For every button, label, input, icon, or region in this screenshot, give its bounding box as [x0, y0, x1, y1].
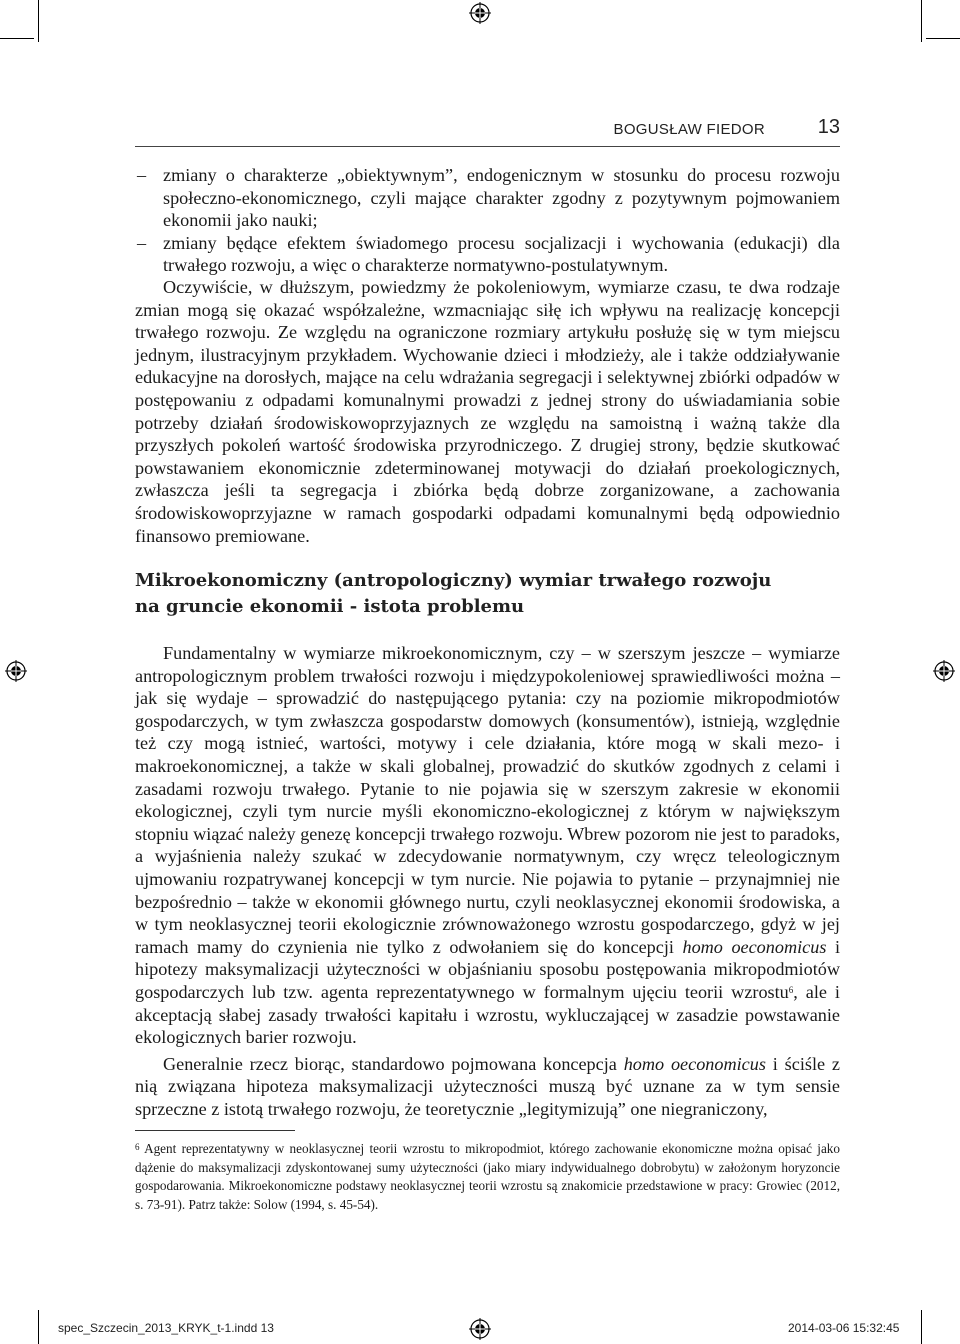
page-number: 13	[817, 116, 840, 138]
paragraph-text: Fundamentalny w wymiarze mikroekonomicznym, czy – w szerszym jeszcze – wymiarze antropologicznym problem trwałości rozwoju i międzypokoleniowej sprawiedliwości można – jak się wydaje – sprowadzić do następującego pytania: czy na poziomie mikropodmiotów gospodarczych, w tym zwłaszcza gospodarstw domowych (konsumentów), istnieją, względnie też czy mogą istnieć, wartości, motywy i cele działania, które mogą w skali mezo- i makroekonomicznej, a także w skali globalnej, prowadzić do skutków zgodnych z celami i zasadami rozwoju trwałego. Pytanie to nie pojawia się w szerszym zakresie w ekonomii ekologicznej, czyli tym nurcie myśli ekonomiczno-ekologicznej z którym w największym stopniu wiązać należy genezę koncepcji trwałego rozwoju. Wbrew pozorom nie jest to paradoks, a wyjaśnienia należy szukać w zdecydowanie normatywnym, czy wręcz teleologicznym ujmowaniu rozpatrywanej koncepcji w tym nurcie. Nie pojawia to pytanie – przynajmniej nie bezpośrednio – także w ekonomii głównego nurtu, czyli neoklasycznej ekonomii środowiska, a w tym neoklasycznej teorii ekologicznie zrównoważonego wzrostu gospodarczego, gdyż w jej ramach mamy do czynienia nie tylko z odwołaniem się do koncepcji	[135, 643, 840, 957]
dash-marker: –	[137, 165, 147, 185]
section-body	[135, 642, 840, 1120]
footnote	[135, 1140, 840, 1214]
list-item-text: zmiany o charakterze „obiektywnym”, endogenicznym w stosunku do procesu rozwoju społeczno-ekonomicznego, czyli mające charakter zgodny z pozytywnym pojmowaniem ekonomii jako nauki;	[163, 165, 840, 231]
footnote-reference[interactable]: 6	[788, 984, 794, 995]
print-slug-filename: spec_Szczecin_2013_KRYK_t-1.indd 13	[58, 1321, 274, 1335]
registration-mark-icon	[469, 1318, 491, 1340]
registration-mark-icon	[5, 660, 27, 682]
bullet-list	[135, 164, 840, 277]
crop-mark-bottom-right-v	[921, 1310, 922, 1344]
running-header	[135, 118, 840, 147]
italic-term: homo oeconomicus	[682, 936, 827, 957]
footnote-text: Agent reprezentatywny w neoklasycznej teorii wzrostu to mikropodmiot, którego zachowanie ekonomiczne można opisać jako dążenie do maksymalizacji zdyskontowanej sumy użyteczności (jako miary indywidualnego dobrobytu) w założonym horyzoncie gospodarowania. Mikroekonomiczne podstawy neoklasycznej teorii wzrostu są znakomicie przedstawione w pracy: Growiec (2012, s. 73-91). Patrz także: Solow (1994, s. 45-54).	[135, 1141, 840, 1212]
paragraph-text: Oczywiście, w dłuższym, powiedzmy że pokoleniowym, wymiarze czasu, te dwa rodzaje zmian mogą się okazać współzależne, wzmacniając siłę ich wpływu na realizację koncepcji trwałego rozwoju. Ze względu na ograniczone rozmiary artykułu posłużę się w tym miejscu jednym, ilustracyjnym przykładem. Wychowanie dzieci i młodzieży, ale i także oddziaływanie edukacyjne na dorosłych, mające na celu wdrażania segregacji i selektywnej zbiórki odpadów w postępowaniu z odpadami komunalnymi prowadzi z jednej strony do uświadamiania sobie potrzeby działań środowiskowoprzyjaznych ze względu na samoistną i ważną także dla przyszłych pokoleń wartość środowiska przyrodniczego. Z drugiej strony, będzie skutkować powstawaniem ekonomicznie zdeterminowanej motywacji do działań proekologicznych, zwłaszcza jeśli ta segregacja i zbiórka będą dobrze zorganizowane, a zachowania środowiskowoprzyjazne w ramach gospodarki odpadami komunalnymi będą odpowiednio finansowo premiowane.	[135, 277, 840, 546]
heading-line-2: na gruncie ekonomii - istota problemu	[135, 596, 525, 617]
registration-mark-icon	[469, 2, 491, 24]
registration-mark-icon	[933, 660, 955, 682]
body-paragraph	[135, 642, 840, 1049]
italic-term: homo oeconomicus	[623, 1053, 766, 1074]
paragraph-text: i ściśle z nią związana hipoteza maksymalizacji użyteczności muszą być uznane za w tym sensie sprzeczne z istotą trwałego rozwoju, że teoretycznie „legitymizują” one niegraniczony,	[135, 1053, 840, 1119]
paragraph-text: i hipotezy maksymalizacji użyteczności w objaśnianiu sposobu postępowania mikropodmiotów gospodarczych lub tzw. agenta reprezentatywnego w formalnym ujęciu teorii wzrostu	[135, 936, 841, 1002]
list-item-text: zmiany będące efektem świadomego procesu socjalizacji i wychowania (edukacji) dla trwałego rozwoju, a więc o charakterze normatywno-postulatywnym.	[163, 232, 840, 276]
crop-mark-bottom-left-v	[38, 1310, 39, 1344]
paragraph-text: Generalnie rzecz biorąc, standardowo pojmowana koncepcja	[163, 1053, 624, 1074]
heading-line-1: Mikroekonomiczny (antropologiczny) wymiar trwałego rozwoju	[135, 570, 772, 591]
crop-mark-top-left-v	[38, 0, 39, 42]
crop-mark-top-right-h	[926, 38, 960, 39]
section-heading	[135, 568, 840, 620]
body-paragraph	[135, 1053, 840, 1121]
print-slug-timestamp: 2014-03-06 15:32:45	[788, 1321, 900, 1335]
paragraph-text: , ale i akceptacją słabej zasady trwałości kapitału i wzrostu, wykluczającej w zasadzie powstawanie ekologicznych barier rozwoju.	[135, 981, 840, 1048]
footnote-number: 6	[135, 1142, 140, 1152]
footnote-divider	[135, 1130, 295, 1131]
header-author: BOGUSŁAW FIEDOR	[613, 121, 765, 138]
crop-mark-top-left-h	[0, 38, 34, 39]
crop-mark-top-right-v	[921, 0, 922, 42]
body-paragraph	[135, 276, 840, 547]
list-item	[135, 232, 840, 277]
list-item	[135, 164, 840, 232]
dash-marker: –	[137, 232, 147, 253]
